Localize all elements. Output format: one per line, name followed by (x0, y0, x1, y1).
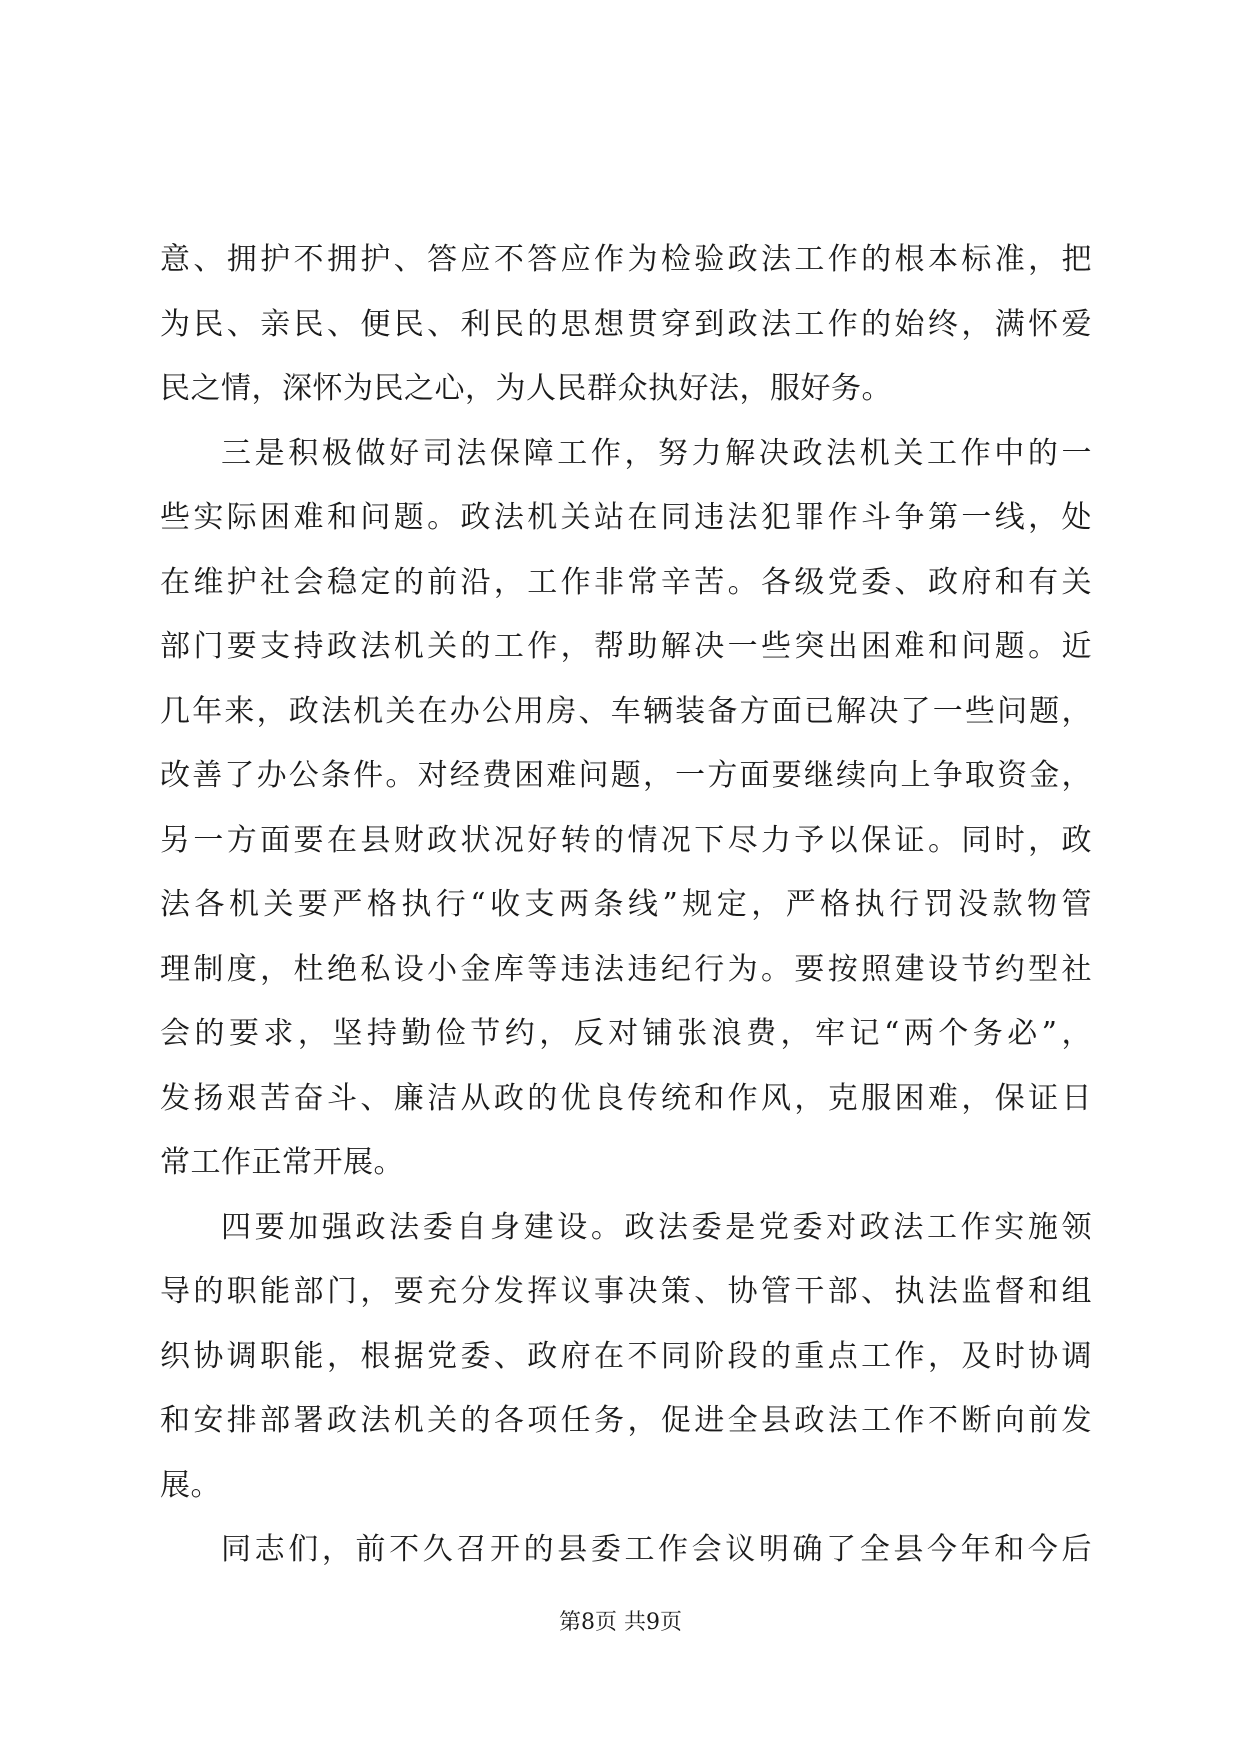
text-line: 三是积极做好司法保障工作，努力解决政法机关工作中的一 (221, 435, 1092, 471)
text-line: 法各机关要严格执行“收支两条线”规定，严格执行罚没款物管 (160, 887, 1092, 922)
text-line: 同志们，前不久召开的县委工作会议明确了全县今年和今后 (221, 1532, 1092, 1567)
text-line: 在维护社会稳定的前沿，工作非常辛苦。各级党委、政府和有关 (160, 564, 1092, 600)
page-footer (0, 1608, 1241, 1638)
page-number-label: 第8页 共9页 (559, 1610, 682, 1635)
text-line: 会的要求，坚持勤俭节约，反对铺张浪费，牢记“两个务必”， (160, 1016, 1092, 1051)
text-line: 几年来，政法机关在办公用房、车辆装备方面已解决了一些问题， (160, 693, 1092, 729)
text-line: 和安排部署政法机关的各项任务，促进全县政法工作不断向前发 (160, 1403, 1092, 1438)
text-line: 另一方面要在县财政状况好转的情况下尽力予以保证。同时，政 (160, 822, 1092, 858)
text-line: 导的职能部门，要充分发挥议事决策、协管干部、执法监督和组 (160, 1274, 1092, 1309)
text-line: 展。 (160, 1467, 221, 1503)
text-line: 意、拥护不拥护、答应不答应作为检验政法工作的根本标准，把 (160, 242, 1092, 277)
text-line: 些实际困难和问题。政法机关站在同违法犯罪作斗争第一线，处 (160, 500, 1092, 535)
text-line: 常工作正常开展。 (160, 1145, 404, 1180)
text-line: 发扬艰苦奋斗、廉洁从政的优良传统和作风，克服困难，保证日 (160, 1080, 1092, 1116)
text-line: 为民、亲民、便民、利民的思想贯穿到政法工作的始终，满怀爱 (160, 306, 1092, 342)
text-line: 民之情，深怀为民之心，为人民群众执好法，服好务。 (160, 371, 892, 406)
text-line: 部门要支持政法机关的工作，帮助解决一些突出困难和问题。近 (160, 629, 1092, 664)
text-line: 四要加强政法委自身建设。政法委是党委对政法工作实施领 (221, 1209, 1092, 1245)
text-line: 理制度，杜绝私设小金库等违法违纪行为。要按照建设节约型社 (160, 951, 1092, 987)
document-body (160, 228, 1092, 1583)
text-line: 织协调职能，根据党委、政府在不同阶段的重点工作，及时协调 (160, 1338, 1092, 1374)
text-line: 改善了办公条件。对经费困难问题，一方面要继续向上争取资金， (160, 758, 1092, 793)
